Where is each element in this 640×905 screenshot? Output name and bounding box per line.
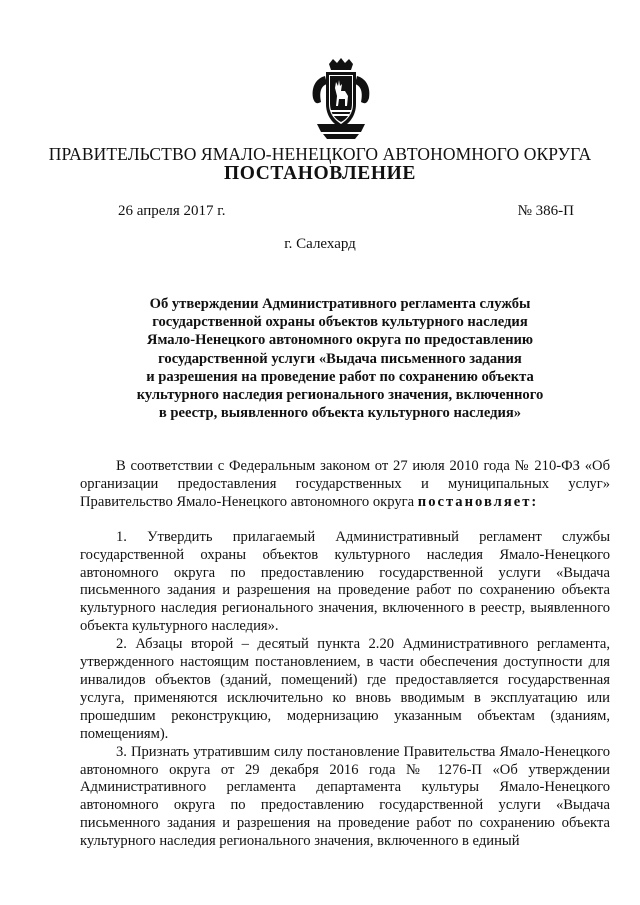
document-date: 26 апреля 2017 г. [118, 203, 226, 219]
government-title: ПРАВИТЕЛЬСТВО ЯМАЛО-НЕНЕЦКОГО АВТОНОМНОГО ОКРУГА [48, 144, 592, 164]
subject-line: в реестр, выявленного объекта культурного наследия» [158, 405, 522, 422]
subject-line: Об утверждении Административного регламента службы [149, 296, 531, 312]
document-subject [100, 295, 580, 422]
item-paragraph: 2. Абзацы второй – десятый пункта 2.20 Административного регламента, утвержденного настоящим постановлением, в части обеспечения доступности для инвалидов объектов (зданий, помещений) где предоставляется государственная услуга, применяются исключительно ко вновь вводимым в эксплуатацию или прошедшим реконструкцию, модернизацию указанным объектам (зданиям, помещениям). [80, 636, 610, 742]
subject-line: культурного наследия регионального значения, включенного [136, 387, 544, 404]
decree-word: постановляет: [417, 493, 539, 510]
subject-line: Ямало-Ненецкого автономного округа по предоставлению [146, 332, 534, 349]
subject-line: и разрешения на проведение работ по сохранению объекта [146, 368, 534, 385]
item-paragraph: 3. Признать утратившим силу постановление Правительства Ямало-Ненецкого автономного округа от 29 декабря 2016 года № 1276-П «Об утверждении Административного регламента департамента культуры Ямало-Ненецкого автономного округа по предоставлению государственной услуги «Выдача письменного задания и разрешения на проведение работ по сохранению объекта культурного наследия регионального значения, включенного в единый [80, 743, 610, 850]
subject-line: государственной услуги «Выдача письменного задания [158, 350, 522, 367]
item-paragraph: 1. Утвердить прилагаемый Административный регламент службы государственной охраны объектов культурного наследия Ямало-Ненецкого автономного округа по предоставлению государственной услуги «Выдача письменного задания и разрешения на проведение работ по сохранению объекта культурного наследия регионального значения, включенного в реестр, выявленного объекта культурного наследия». [80, 528, 610, 635]
document-body [80, 458, 610, 851]
document-number: № 386-П [517, 203, 574, 219]
preamble-text: В соответствии с Федеральным законом от 27 июля 2010 года № 210-ФЗ «Об организации предоставления государственных и муниципальных услуг» Правительство Ямало-Ненецкого автономного округа [80, 458, 610, 510]
document-type: ПОСТАНОВЛЕНИЕ [223, 163, 417, 184]
document-place: г. Салехард [284, 236, 356, 252]
coat-of-arms-icon [309, 58, 373, 140]
preamble-paragraph [80, 458, 610, 512]
subject-line: государственной охраны объектов культурного наследия [152, 314, 528, 331]
